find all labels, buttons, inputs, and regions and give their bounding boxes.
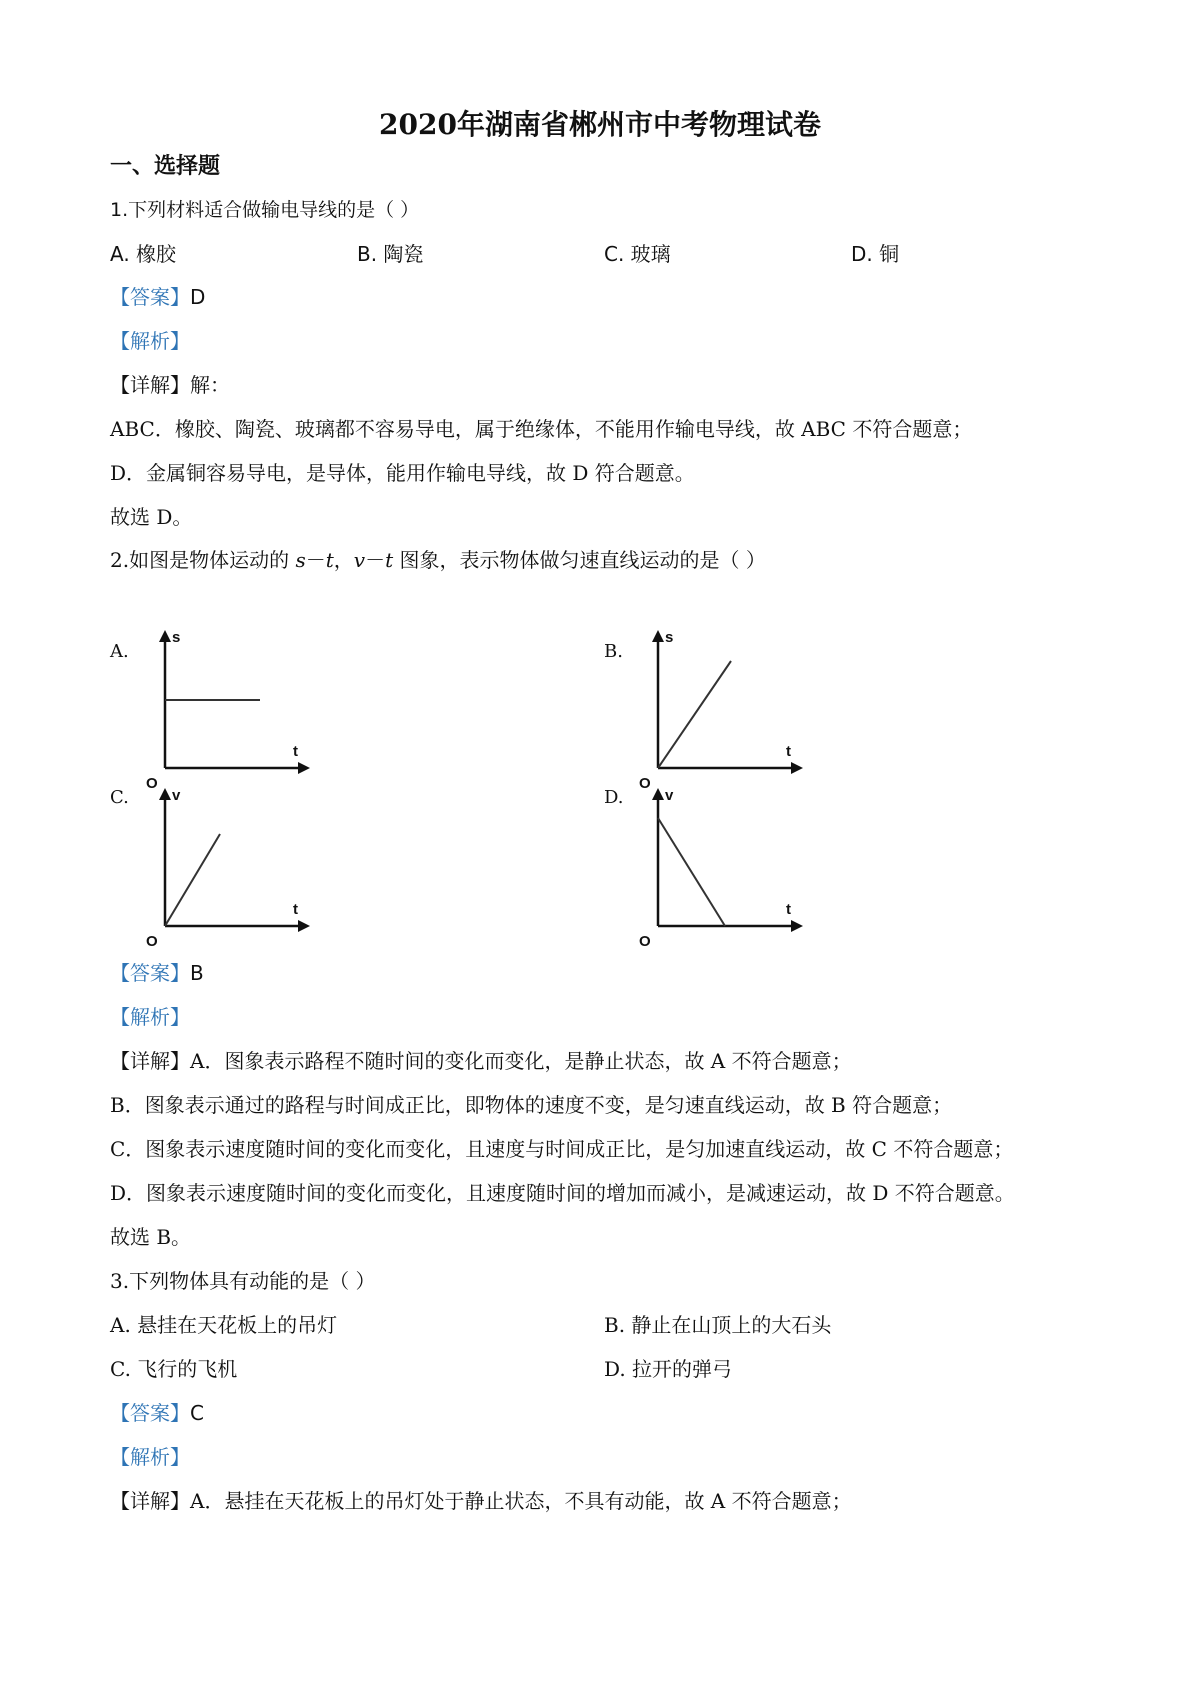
q2-stem xyxy=(110,546,766,574)
answer-value: B xyxy=(190,961,204,985)
q1-option-c: C. 玻璃 xyxy=(604,242,671,266)
y-axis-label: s xyxy=(665,629,674,646)
q1-option-a: A. 橡胶 xyxy=(110,242,177,266)
origin-label: O xyxy=(146,933,158,948)
detail-tag: 【详解】 xyxy=(110,1489,190,1513)
x-arrow-icon xyxy=(791,920,803,932)
q2-stem-text: 图象，表示物体做匀速直线运动的是（ ） xyxy=(393,548,766,572)
x-axis-label: t xyxy=(786,901,791,918)
q2-detail-line: C．图象表示速度随时间的变化而变化，且速度与时间成正比，是匀加速直线运动，故 C 不符合题意； xyxy=(110,1137,1014,1161)
q2-detail-line: D．图象表示速度随时间的变化而变化，且速度随时间的增加而减小，是减速运动，故 D 不符合题意。 xyxy=(110,1181,1015,1205)
q1-answer xyxy=(110,283,205,311)
answer-tag: 【答案】 xyxy=(110,1401,190,1425)
q3-stem: 3.下列物体具有动能的是（ ） xyxy=(110,1269,376,1293)
answer-tag: 【答案】 xyxy=(110,961,190,985)
q1-analysis-tag: 【解析】 xyxy=(110,329,190,353)
q3-option-a: A. 悬挂在天花板上的吊灯 xyxy=(110,1313,338,1337)
q2-analysis-tag: 【解析】 xyxy=(110,1005,190,1029)
q2-stem-text: － xyxy=(365,548,386,572)
origin-label: O xyxy=(639,933,651,948)
section-heading: 一、选择题 xyxy=(110,153,221,179)
x-arrow-icon xyxy=(791,762,803,774)
x-arrow-icon xyxy=(298,762,310,774)
q1-option-b: B. 陶瓷 xyxy=(357,242,424,266)
q3-detail xyxy=(110,1487,852,1515)
graph-line xyxy=(165,834,220,926)
q2-stem-var: s xyxy=(295,548,306,572)
q1-stem: 1.下列材料适合做输电导线的是（ ） xyxy=(110,199,420,221)
y-axis-label: s xyxy=(172,629,181,646)
q2-stem-var: v xyxy=(353,548,366,572)
q1-option-d: D. 铜 xyxy=(851,242,900,266)
detail-text: 解： xyxy=(190,373,230,397)
q2-detail-line: B．图象表示通过的路程与时间成正比，即物体的速度不变，是匀速直线运动，故 B 符合题意； xyxy=(110,1093,953,1117)
graph-c xyxy=(140,786,310,948)
q2-answer xyxy=(110,959,204,987)
q3-answer xyxy=(110,1399,204,1427)
x-axis-label: t xyxy=(293,901,298,918)
y-axis-label: v xyxy=(172,787,181,804)
detail-tag: 【详解】 xyxy=(110,373,190,397)
graph-line xyxy=(658,661,731,768)
graph-b-label: B. xyxy=(604,641,623,662)
q3-option-c: C. 飞行的飞机 xyxy=(110,1357,238,1381)
y-axis-label: v xyxy=(665,787,674,804)
q2-stem-text: ， xyxy=(333,548,354,572)
detail-tag: 【详解】 xyxy=(110,1049,190,1073)
x-axis-label: t xyxy=(293,743,298,760)
q2-detail xyxy=(110,1047,852,1075)
q1-detail-line: 故选 D。 xyxy=(110,505,193,529)
y-arrow-icon xyxy=(652,788,664,800)
origin-label: O xyxy=(146,775,158,790)
graph-line xyxy=(658,818,725,926)
q2-stem-text: － xyxy=(305,548,326,572)
q3-option-b: B. 静止在山顶上的大石头 xyxy=(604,1313,832,1337)
answer-tag: 【答案】 xyxy=(110,285,190,309)
x-arrow-icon xyxy=(298,920,310,932)
y-arrow-icon xyxy=(159,630,171,642)
y-arrow-icon xyxy=(652,630,664,642)
graph-d xyxy=(633,786,803,948)
page-title: 2020年湖南省郴州市中考物理试卷 xyxy=(379,108,821,141)
q2-stem-text: 2.如图是物体运动的 xyxy=(110,548,296,572)
q1-detail-line: ABC．橡胶、陶瓷、玻璃都不容易导电，属于绝缘体，不能用作输电导线，故 ABC 不符合题意； xyxy=(110,417,973,441)
y-arrow-icon xyxy=(159,788,171,800)
detail-text: A．图象表示路程不随时间的变化而变化，是静止状态，故 A 不符合题意； xyxy=(190,1049,852,1073)
q2-stem-var: t xyxy=(325,548,334,572)
q3-analysis-tag: 【解析】 xyxy=(110,1445,190,1469)
q2-stem-var: t xyxy=(385,548,394,572)
q1-detail xyxy=(110,371,230,399)
q2-detail-line: 故选 B。 xyxy=(110,1225,192,1249)
q1-detail-line: D．金属铜容易导电，是导体，能用作输电导线，故 D 符合题意。 xyxy=(110,461,695,485)
graph-a-label: A. xyxy=(110,641,129,662)
graph-b xyxy=(633,628,803,790)
graph-d-label: D. xyxy=(604,787,624,808)
origin-label: O xyxy=(639,775,651,790)
detail-text: A．悬挂在天花板上的吊灯处于静止状态，不具有动能，故 A 不符合题意； xyxy=(190,1489,852,1513)
answer-value: D xyxy=(190,285,206,309)
answer-value: C xyxy=(190,1401,204,1425)
graph-c-label: C. xyxy=(110,787,129,808)
x-axis-label: t xyxy=(786,743,791,760)
q3-option-d: D. 拉开的弹弓 xyxy=(604,1357,733,1381)
graph-a xyxy=(140,628,310,790)
